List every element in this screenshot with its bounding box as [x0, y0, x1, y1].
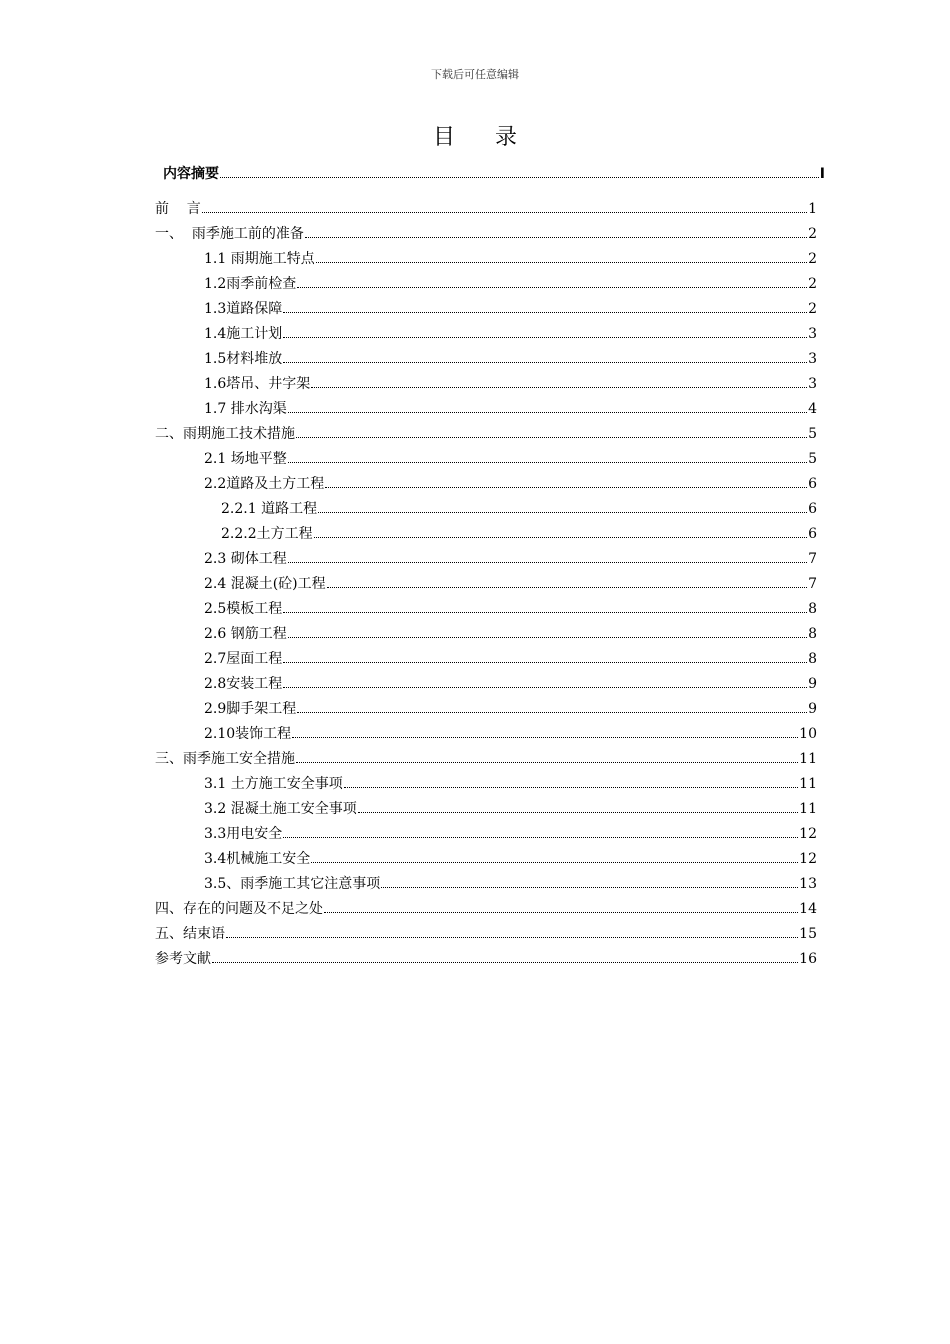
- toc-entry-label: 3.5、雨季施工其它注意事项: [204, 876, 381, 892]
- toc-leader-dots: [296, 422, 807, 438]
- toc-entry-label: 1.1 雨期施工特点: [204, 251, 315, 267]
- toc-entry-page: 3: [808, 326, 817, 342]
- toc-leader-dots: [316, 247, 807, 263]
- toc-entry[interactable]: [204, 722, 817, 746]
- toc-entry-label: 三、雨季施工安全措施: [155, 751, 295, 767]
- toc-leader-dots: [297, 697, 807, 713]
- toc-leader-dots: [283, 347, 807, 363]
- toc-leader-dots: [283, 647, 807, 663]
- toc-leader-dots: [327, 572, 807, 588]
- toc-entry-label: 1.7 排水沟渠: [204, 401, 287, 417]
- toc-entry[interactable]: [204, 547, 817, 571]
- toc-entry[interactable]: [221, 497, 817, 521]
- toc-leader-dots: [325, 472, 807, 488]
- toc-entry-label: 1.2雨季前检查: [204, 276, 297, 292]
- toc-entry-label: 1.3道路保障: [204, 301, 283, 317]
- toc-entry-label: 2.2.1 道路工程: [221, 501, 318, 517]
- toc-leader-dots: [226, 922, 798, 938]
- toc-leader-dots: [311, 847, 798, 863]
- toc-leader-dots: [296, 747, 798, 763]
- toc-leader-dots: [305, 222, 807, 238]
- toc-leader-dots: [314, 522, 807, 538]
- toc-entry[interactable]: [155, 747, 817, 771]
- toc-entry-page: 16: [799, 951, 817, 967]
- toc-entry-page: 5: [808, 426, 817, 442]
- toc-entry-label: 2.1 场地平整: [204, 451, 287, 467]
- toc-entry-page: 12: [799, 826, 817, 842]
- toc-leader-dots: [283, 822, 798, 838]
- toc-entry-label: 四、存在的问题及不足之处: [155, 901, 323, 917]
- toc-entry[interactable]: [155, 422, 817, 446]
- toc-leader-dots: [292, 722, 798, 738]
- toc-entry[interactable]: [204, 472, 817, 496]
- toc-entry[interactable]: [204, 772, 817, 796]
- toc-leader-dots: [288, 622, 807, 638]
- toc-entry-page: 11: [799, 776, 817, 792]
- toc-entry-page: I: [819, 166, 825, 182]
- toc-entry-label: 前 言: [155, 201, 201, 217]
- toc-entry-page: 6: [808, 501, 817, 517]
- toc-entry[interactable]: [204, 272, 817, 296]
- toc-entry-page: 2: [808, 251, 817, 267]
- toc-entry-page: 13: [799, 876, 817, 892]
- toc-leader-dots: [318, 497, 807, 513]
- toc-entry-page: 5: [808, 451, 817, 467]
- toc-entry[interactable]: [204, 622, 817, 646]
- toc-entry[interactable]: [204, 597, 817, 621]
- toc-entry[interactable]: [155, 222, 817, 246]
- toc-entry[interactable]: [204, 322, 817, 346]
- toc-entry[interactable]: [155, 897, 817, 921]
- toc-entry-label: 3.1 土方施工安全事项: [204, 776, 343, 792]
- toc-entry[interactable]: [163, 162, 825, 186]
- toc-entry[interactable]: [204, 247, 817, 271]
- toc-entry-page: 9: [808, 676, 817, 692]
- toc-entry-page: 6: [808, 476, 817, 492]
- toc-entry[interactable]: [204, 347, 817, 371]
- toc-leader-dots: [283, 322, 807, 338]
- toc-entry-page: 6: [808, 526, 817, 542]
- toc-entry[interactable]: [204, 822, 817, 846]
- toc-leader-dots: [283, 597, 807, 613]
- toc-leader-dots: [297, 272, 807, 288]
- toc-leader-dots: [283, 297, 807, 313]
- toc-entry-page: 14: [799, 901, 817, 917]
- toc-entry[interactable]: [155, 197, 817, 221]
- toc-entry-label: 2.9脚手架工程: [204, 701, 297, 717]
- toc-leader-dots: [344, 772, 798, 788]
- toc-entry[interactable]: [204, 372, 817, 396]
- toc-entry[interactable]: [204, 447, 817, 471]
- page-header: 下载后可任意编辑: [431, 68, 519, 81]
- toc-entry-page: 3: [808, 376, 817, 392]
- toc-leader-dots: [288, 547, 807, 563]
- toc-leader-dots: [311, 372, 807, 388]
- toc-entry-page: 1: [808, 201, 817, 217]
- toc-entry-label: 2.6 钢筋工程: [204, 626, 287, 642]
- toc-entry[interactable]: [204, 572, 817, 596]
- toc-entry-page: 3: [808, 351, 817, 367]
- toc-entry-page: 4: [808, 401, 817, 417]
- toc-entry-label: 1.5材料堆放: [204, 351, 283, 367]
- toc-entry[interactable]: [204, 797, 817, 821]
- toc-entry-label: 内容摘要: [163, 166, 219, 182]
- toc-entry-page: 2: [808, 276, 817, 292]
- toc-entry[interactable]: [204, 697, 817, 721]
- toc-entry-label: 2.10装饰工程: [204, 726, 292, 742]
- toc-entry-label: 一、 雨季施工前的准备: [155, 226, 304, 242]
- toc-entry-page: 2: [808, 226, 817, 242]
- toc-entry-label: 2.3 砌体工程: [204, 551, 287, 567]
- toc-entry[interactable]: [204, 672, 817, 696]
- toc-entry-page: 10: [799, 726, 817, 742]
- toc-entry-label: 3.3用电安全: [204, 826, 283, 842]
- toc-entry-page: 7: [808, 551, 817, 567]
- toc-entry-label: 3.4机械施工安全: [204, 851, 311, 867]
- toc-leader-dots: [202, 197, 807, 213]
- toc-entry-label: 二、雨期施工技术措施: [155, 426, 295, 442]
- toc-leader-dots: [381, 872, 798, 888]
- toc-entry-label: 参考文献: [155, 951, 211, 967]
- toc-entry-label: 2.2.2土方工程: [221, 526, 313, 542]
- toc-entry-page: 8: [808, 601, 817, 617]
- toc-leader-dots: [324, 897, 798, 913]
- toc-entry[interactable]: [204, 647, 817, 671]
- toc-entry[interactable]: [204, 872, 817, 896]
- toc-entry-label: 五、结束语: [155, 926, 225, 942]
- toc-entry-page: 11: [799, 801, 817, 817]
- toc-entry[interactable]: [204, 297, 817, 321]
- toc-entry-page: 15: [799, 926, 817, 942]
- toc-entry-page: 11: [799, 751, 817, 767]
- toc-entry-label: 2.7屋面工程: [204, 651, 283, 667]
- toc-entry-label: 3.2 混凝土施工安全事项: [204, 801, 357, 817]
- toc-entry-label: 2.5模板工程: [204, 601, 283, 617]
- toc-entry-page: 7: [808, 576, 817, 592]
- toc-entry-page: 8: [808, 626, 817, 642]
- toc-entry[interactable]: [221, 522, 817, 546]
- toc-entry[interactable]: [155, 922, 817, 946]
- toc-entry-page: 8: [808, 651, 817, 667]
- toc-entry-label: 1.4施工计划: [204, 326, 283, 342]
- toc-entry-page: 9: [808, 701, 817, 717]
- toc-entry-page: 2: [808, 301, 817, 317]
- toc-entry-label: 2.8安装工程: [204, 676, 283, 692]
- toc-entry[interactable]: [204, 397, 817, 421]
- toc-leader-dots: [358, 797, 798, 813]
- toc-entry[interactable]: [155, 947, 817, 971]
- toc-leader-dots: [283, 672, 807, 688]
- toc-entry[interactable]: [204, 847, 817, 871]
- toc-entry-label: 1.6塔吊、井字架: [204, 376, 311, 392]
- toc-entry-label: 2.4 混凝土(砼)工程: [204, 576, 326, 592]
- toc-leader-dots: [220, 162, 819, 178]
- page-title: 目录: [432, 125, 557, 150]
- toc-leader-dots: [288, 447, 807, 463]
- toc-leader-dots: [212, 947, 798, 963]
- toc-entry-label: 2.2道路及土方工程: [204, 476, 325, 492]
- toc-entry-page: 12: [799, 851, 817, 867]
- toc-leader-dots: [288, 397, 807, 413]
